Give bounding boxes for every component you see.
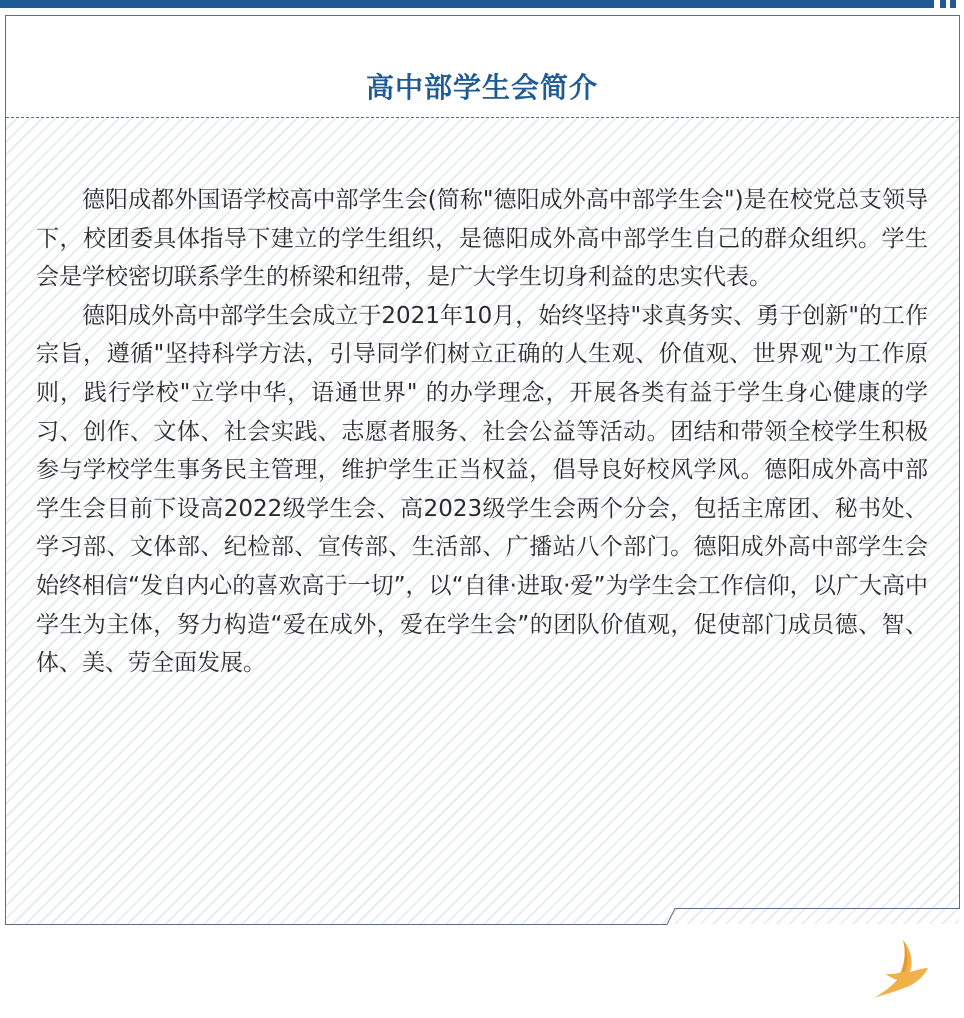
header-divider <box>6 117 959 118</box>
top-accent-bar <box>0 0 934 8</box>
bird-logo-icon <box>870 938 930 1000</box>
intro-paragraph: 德阳成外高中部学生会成立于2021年10月，始终坚持"求真务实、勇于创新"的工作宗旨，遵循"坚持科学方法，引导同学们树立正确的人生观、价值观、世界观"为工作原则，践行学校"立学中华，语通世界" 的办学理念，开展各类有益于学生身心健康的学习、创作、文体、社会实践、志愿者服务、社会公益等活动。团结和带领全校学生积极参与学校学生事务民主管理，维护学生正当权益，倡导良好校风学风。德阳成外高中部学生会目前下设高2022级学生会、高2023级学生会两个分会，包括主席团、秘书处、学习部、文体部、纪检部、宣传部、生活部、广播站八个部门。德阳成外高中部学生会始终相信“发自内心的喜欢高于一切”，以“自律·进取·爱”为学生会工作信仰，以广大高中学生为主体，努力构造“爱在成外，爱在学生会”的团队价值观，促使部门成员德、智、体、美、劳全面发展。 <box>36 302 928 677</box>
intro-paragraph: 德阳成都外国语学校高中部学生会(简称"德阳成外高中部学生会")是在校党总支领导下，校团委具体指导下建立的学生组织，是德阳成外高中部学生自己的群众组织。学生会是学校密切联系学生的桥梁和纽带，是广大学生切身利益的忠实代表。 <box>36 187 928 291</box>
top-accent-mark <box>950 0 956 8</box>
page-title: 高中部学生会简介 <box>365 71 598 104</box>
top-accent-mark <box>940 0 946 8</box>
intro-text <box>36 181 928 683</box>
